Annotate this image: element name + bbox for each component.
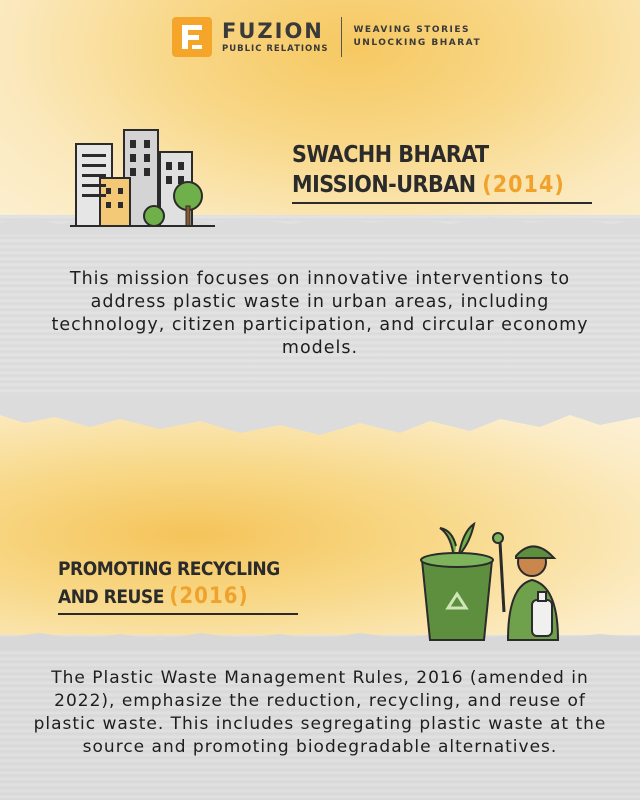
section1-title-line1: SWACHH BHARAT xyxy=(292,142,489,168)
section1-body: This mission focuses on innovative interventions to address plastic waste in urban areas, including technology, citizen participation, and circular economy models. xyxy=(51,269,589,358)
section1-title-text: MISSION-URBAN xyxy=(292,172,476,198)
city-buildings-icon xyxy=(70,126,215,228)
section1-underline xyxy=(292,202,592,204)
section2-title-line1: PROMOTING RECYCLING xyxy=(58,558,280,580)
section1-year: (2014) xyxy=(482,172,565,198)
section2-body: The Plastic Waste Management Rules, 2016 (amended in 2022), emphasize the reduction, recycling, and reuse of plastic waste. This includes segregating plastic waste at the source and promoting biodegradable alternatives. xyxy=(33,668,607,757)
section1-title-line2 xyxy=(292,170,592,200)
tagline-line-2: UNLOCKING BHARAT xyxy=(353,38,482,48)
section2-year: (2016) xyxy=(169,584,249,609)
fuzion-logo-icon xyxy=(172,17,212,57)
tagline xyxy=(354,24,482,50)
section2-title-line2 xyxy=(58,583,298,611)
header-divider xyxy=(341,17,342,57)
brand-block xyxy=(222,20,329,54)
section1-heading xyxy=(292,140,592,204)
torn-edge-middle xyxy=(0,395,640,440)
recycling-bin-worker-icon xyxy=(412,516,582,644)
section2-title-text: AND REUSE xyxy=(58,586,164,608)
section2-heading xyxy=(58,556,298,615)
header xyxy=(172,14,481,60)
section2-underline xyxy=(58,613,298,615)
brand-name: FUZION xyxy=(222,19,324,43)
brand-subtitle: PUBLIC RELATIONS xyxy=(222,44,329,54)
tagline-line-1: WEAVING STORIES xyxy=(353,25,470,35)
